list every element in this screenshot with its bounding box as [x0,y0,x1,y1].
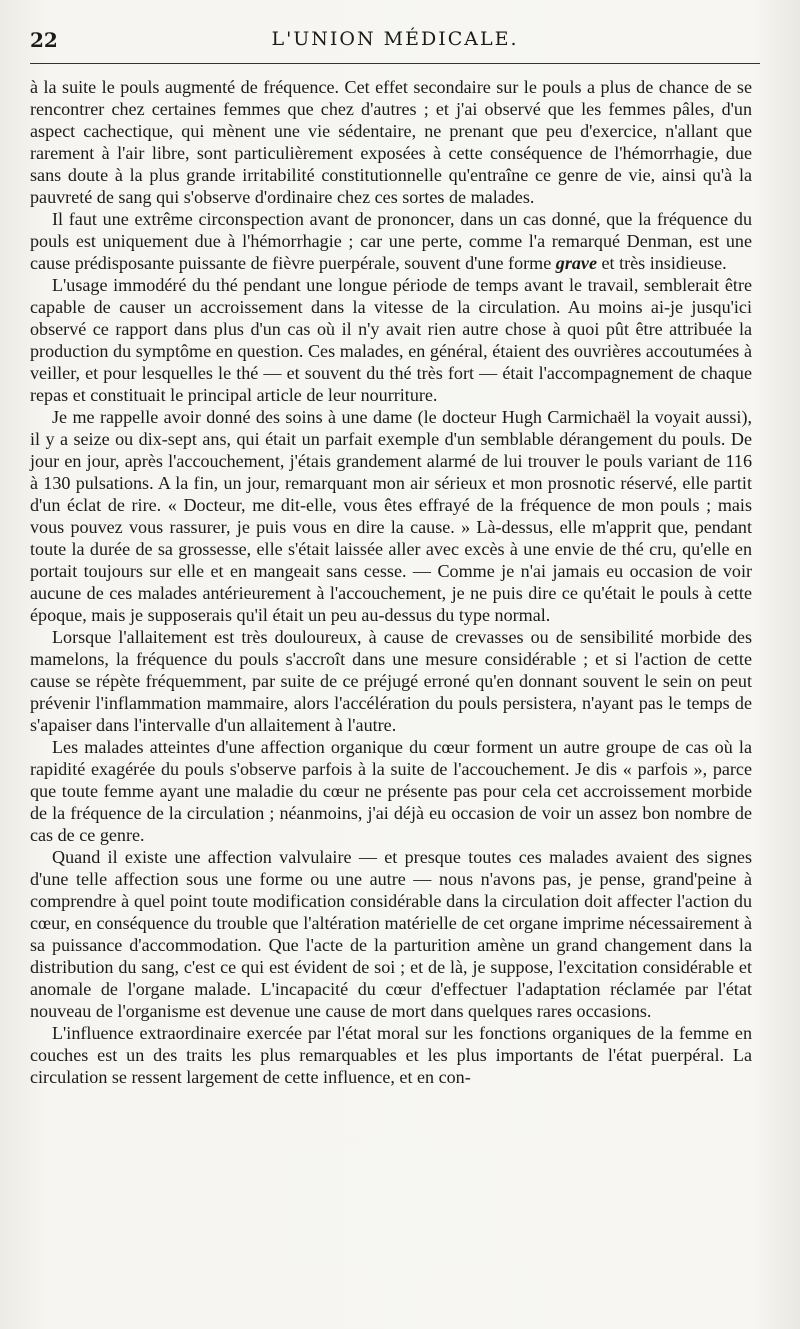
header-rule [30,63,760,64]
emphasis-word: grave [555,253,597,273]
paragraph: à la suite le pouls augmenté de fréquence. Cet effet secondaire sur le pouls a plus de chance de se rencontrer chez certaines femmes que chez d'autres ; et j'ai observé que les femmes pâles, d'un aspect cachectique, qui mènent une vie sédentaire, ne prenant que peu d'exercice, n'allant que rarement à l'air libre, sont particulièrement exposées à cette conséquence de l'hémorrhagie, due sans doute à la plus grande irritabilité constitutionnelle qu'entraîne ce genre de vie, ainsi qu'à la pauvreté de sang qui s'observe d'ordinaire chez ces sortes de malades. [30,77,752,207]
paragraph: L'usage immodéré du thé pendant une longue période de temps avant le travail, semblerait être capable de causer un accroissement dans la vitesse de la circulation. Au moins ai-je jusqu'ici observé ce rapport dans plus d'un cas où il n'y avait rien autre chose à quoi pût être attribuée la production du symptôme en question. Ces malades, en général, étaient des ouvrières accoutumées à veiller, et pour lesquelles le thé — et souvent du thé très fort — était l'accompagnement de chaque repas et constituait le principal article de leur nourriture. [30,275,752,405]
paragraph: Je me rappelle avoir donné des soins à une dame (le docteur Hugh Carmichaël la voyait aussi), il y a seize ou dix-sept ans, qui était un parfait exemple d'un semblable dérangement du pouls. De jour en jour, après l'accouchement, j'étais grandement alarmé de lui trouver le pouls variant de 116 à 130 pulsations. A la fin, un jour, remarquant mon air sérieux et mon prosnotic réservé, elle partit d'un éclat de rire. « Docteur, me dit-elle, vous êtes effrayé de la fréquence de mon pouls ; mais vous pouvez vous rassurer, je puis vous en dire la cause. » Là-dessus, elle m'apprit que, pendant toute la durée de sa grossesse, elle s'était laissée aller avec excès à une envie de thé cru, qu'elle en portait toujours sur elle et en mangeait sans cesse. — Comme je n'ai jamais eu occasion de voir aucune de ces malades antérieurement à l'accouchement, je ne puis dire ce qu'était le pouls à cette époque, mais je supposerais qu'il était un peu au-dessus du type normal. [30,407,752,625]
page-number: 22 [30,28,58,52]
body-text [30,76,752,1088]
paragraph-text: et très insidieuse. [596,253,727,273]
paragraph: Lorsque l'allaitement est très douloureux, à cause de crevasses ou de sensibilité morbide des mamelons, la fréquence du pouls s'accroît dans une mesure considérable ; et si l'action de cette cause se répète fréquemment, par suite de ce préjugé erroné qu'en donnant souvent le sein on peut prévenir l'inflammation mammaire, alors l'accélération du pouls persistera, n'ayant pas le temps de s'apaiser dans l'intervalle d'un allaitement à l'autre. [30,627,752,735]
paragraph: L'influence extraordinaire exercée par l'état moral sur les fonctions organiques de la femme en couches est un des traits les plus remarquables et les plus importants de l'état puerpéral. La circulation se ressent largement de cette influence, et en con- [30,1023,752,1087]
paragraph-text: Il faut une extrême circonspection avant de prononcer, dans un cas donné, que la fréquence du pouls est uniquement due à l'hémorrhagie ; car une perte, comme l'a remarqué Denman, est une cause prédisposante puissante de fièvre puerpérale, souvent d'une forme [30,209,752,273]
paragraph [30,208,752,274]
paragraph: Les malades atteintes d'une affection organique du cœur forment un autre groupe de cas où la rapidité exagérée du pouls s'observe parfois à la suite de l'accouchement. Je dis « parfois », parce que toute femme ayant une maladie du cœur ne présente pas pour cela cet accroissement morbide de la fréquence de la circulation ; néanmoins, j'ai déjà eu occasion de voir un assez bon nombre de cas de ce genre. [30,737,752,845]
running-title: L'UNION MÉDICALE. [271,28,519,50]
paragraph: Quand il existe une affection valvulaire — et presque toutes ces malades avaient des signes d'une telle affection sous une forme ou une autre — nous n'avons pas, je pense, grand'peine à comprendre à quel point toute modification considérable dans la circulation doit affecter l'action du cœur, en conséquence du trouble que l'altération matérielle de cet organe imprime nécessairement à sa puissance d'accommodation. Que l'acte de la parturition amène un grand changement dans la distribution du sang, c'est ce qui est évident de soi ; et de là, je suppose, l'excitation considérable et anomale de l'organe malade. L'incapacité du cœur d'effectuer l'adaptation réclamée par l'état nouveau de l'organisme est devenue une cause de mort dans quelques rares occasions. [30,847,752,1021]
page-header [30,28,760,58]
